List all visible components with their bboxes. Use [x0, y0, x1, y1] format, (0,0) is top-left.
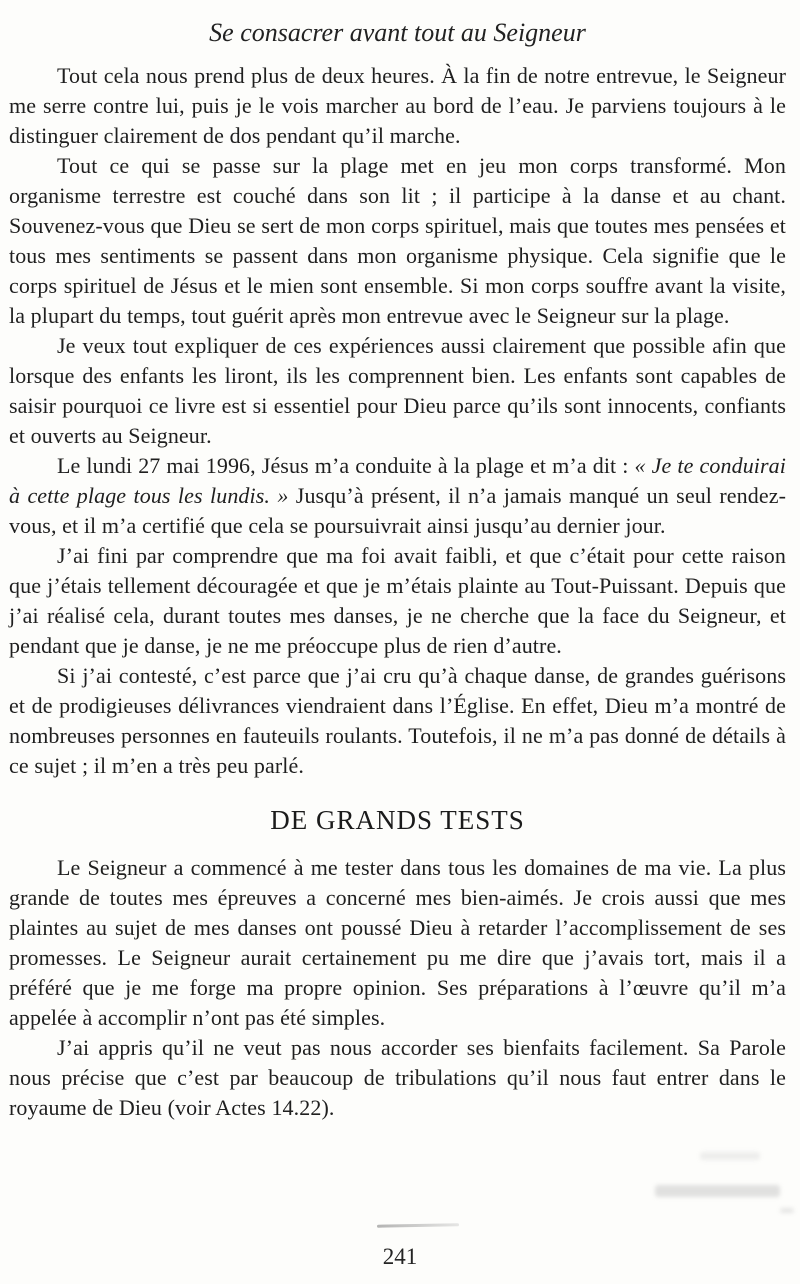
- paragraph-2: Tout ce qui se passe sur la plage met en jeu mon corps transformé. Mon organisme terrestre est couché dans son lit ; il participe à la danse et au chant. Souvenez-vous que Dieu se sert de mon corps spirituel, mais que toutes mes pensées et tous mes sentiments se passent dans mon organisme physique. Cela signifie que le corps spirituel de Jésus et le mien sont ensemble. Si mon corps souffre avant la visite, la plupart du temps, tout guérit après mon entrevue avec le Seigneur sur la plage.: [9, 153, 786, 328]
- section-heading: DE GRANDS TESTS: [270, 805, 525, 835]
- scan-artifact-smudge: [700, 1152, 760, 1160]
- scan-artifact-smudge: [780, 1208, 794, 1213]
- paragraph-8: J’ai appris qu’il ne veut pas nous accorder ses bienfaits facilement. Sa Parole nous précise que c’est par beaucoup de tribulations qu’il nous faut entrer dans le royaume de Dieu (voir Actes 14.22).: [9, 1035, 786, 1120]
- paragraph-5: J’ai fini par comprendre que ma foi avait faibli, et que c’était pour cette raison que j’étais tellement découragée et que je m’étais plainte au Tout-Puissant. Depuis que j’ai réalisé cela, durant toutes mes danses, je ne cherche que la face du Seigneur, et pendant que je danse, je ne me préoccupe plus de rien d’autre.: [9, 543, 786, 658]
- paragraph-3: Je veux tout expliquer de ces expériences aussi clairement que possible afin que lorsque des enfants les liront, ils les comprennent bien. Les enfants sont capables de saisir pourquoi ce livre est si essentiel pour Dieu parce qu’ils sont innocents, confiants et ouverts au Seigneur.: [9, 333, 786, 448]
- paragraph-4-lead: Le lundi 27 mai 1996, Jésus m’a conduite à la plage et m’a dit :: [57, 453, 635, 478]
- paragraph-4: [9, 451, 786, 541]
- scan-artifact-smudge: [655, 1185, 780, 1197]
- scan-artifact-dash: [377, 1223, 459, 1227]
- paragraph-1: Tout cela nous prend plus de deux heures. À la fin de notre entrevue, le Seigneur me serre contre lui, puis je le vois marcher au bord de l’eau. Je parviens toujours à le distinguer clairement de dos pendant qu’il marche.: [9, 63, 786, 148]
- paragraph-4-tail: Jusqu’à présent, il n’a jamais manqué un seul rendez-vous, et il m’a certifié que cela se poursuivrait ainsi jusqu’au dernier jour.: [9, 483, 786, 538]
- paragraph-7: Le Seigneur a commencé à me tester dans tous les domaines de ma vie. La plus grande de toutes mes épreuves a concerné mes bien-aimés. Je crois aussi que mes plaintes au sujet de mes danses ont poussé Dieu à retarder l’accomplissement de ses promesses. Le Seigneur aurait certainement pu me dire que j’avais tort, mais il a préféré que je me forge ma propre opinion. Ses préparations à l’œuvre qu’il m’a appelée à accomplir n’ont pas été simples.: [9, 855, 786, 1030]
- paragraph-6: Si j’ai contesté, c’est parce que j’ai cru qu’à chaque danse, de grandes guérisons et de prodigieuses délivrances viendraient dans l’Église. En effet, Dieu m’a montré de nombreuses personnes en fauteuils roulants. Toutefois, il ne m’a pas donné de détails à ce sujet ; il m’en a très peu parlé.: [9, 663, 786, 778]
- page-number: 241: [382, 1244, 418, 1269]
- body-text: [9, 61, 786, 1123]
- paragraph-4-italic-quote: « Je te conduirai à cette plage tous les lundis. »: [9, 453, 786, 508]
- running-head: Se consacrer avant tout au Seigneur: [209, 18, 586, 47]
